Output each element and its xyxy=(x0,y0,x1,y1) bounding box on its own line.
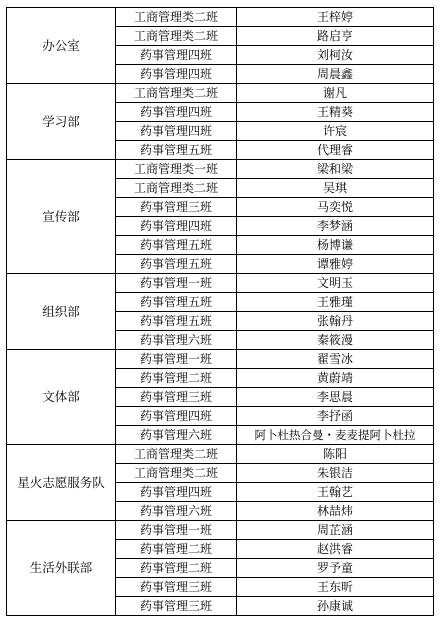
class-cell: 药事管理三班 xyxy=(116,198,237,217)
class-cell: 药事管理四班 xyxy=(116,65,237,84)
class-cell: 工商管理类二班 xyxy=(116,179,237,198)
member-name-cell: 罗予童 xyxy=(237,559,434,578)
class-cell: 药事管理六班 xyxy=(116,502,237,521)
class-cell: 药事管理四班 xyxy=(116,407,237,426)
member-name-cell: 文明玉 xyxy=(237,274,434,293)
class-cell: 药事管理二班 xyxy=(116,540,237,559)
member-name-cell: 王翰艺 xyxy=(237,483,434,502)
member-name-cell: 路启亨 xyxy=(237,27,434,46)
member-name-cell: 谢凡 xyxy=(237,84,434,103)
roster-body xyxy=(7,8,434,616)
class-cell: 药事管理四班 xyxy=(116,217,237,236)
table-row xyxy=(7,8,434,27)
class-cell: 药事管理四班 xyxy=(116,122,237,141)
class-cell: 药事管理五班 xyxy=(116,312,237,331)
member-name-cell: 王雅瑾 xyxy=(237,293,434,312)
member-name-cell: 孙康诚 xyxy=(237,597,434,616)
member-name-cell: 王梓婷 xyxy=(237,8,434,27)
department-name: 组织部 xyxy=(7,274,116,350)
table-row xyxy=(7,521,434,540)
department-roster-table xyxy=(6,7,434,616)
member-name-cell: 李思晨 xyxy=(237,388,434,407)
member-name-cell: 李梦涵 xyxy=(237,217,434,236)
member-name-cell: 王东昕 xyxy=(237,578,434,597)
member-name-cell: 秦筱漫 xyxy=(237,331,434,350)
class-cell: 工商管理类二班 xyxy=(116,84,237,103)
department-name: 星火志愿服务队 xyxy=(7,445,116,521)
class-cell: 药事管理五班 xyxy=(116,236,237,255)
department-name: 办公室 xyxy=(7,8,116,84)
class-cell: 工商管理类二班 xyxy=(116,464,237,483)
member-name-cell: 王精葵 xyxy=(237,103,434,122)
class-cell: 药事管理四班 xyxy=(116,483,237,502)
class-cell: 药事管理六班 xyxy=(116,331,237,350)
member-name-cell: 阿卜杜热合曼・麦麦提阿卜杜拉 xyxy=(237,426,434,445)
table-row xyxy=(7,445,434,464)
member-name-cell: 谭雅婷 xyxy=(237,255,434,274)
class-cell: 工商管理类一班 xyxy=(116,160,237,179)
member-name-cell: 刘柯汝 xyxy=(237,46,434,65)
member-name-cell: 李抒函 xyxy=(237,407,434,426)
member-name-cell: 赵洪睿 xyxy=(237,540,434,559)
member-name-cell: 马奕悦 xyxy=(237,198,434,217)
member-name-cell: 许宸 xyxy=(237,122,434,141)
class-cell: 药事管理六班 xyxy=(116,426,237,445)
department-name: 文体部 xyxy=(7,350,116,445)
class-cell: 工商管理类二班 xyxy=(116,8,237,27)
class-cell: 工商管理类二班 xyxy=(116,27,237,46)
class-cell: 药事管理二班 xyxy=(116,369,237,388)
class-cell: 药事管理一班 xyxy=(116,274,237,293)
class-cell: 药事管理一班 xyxy=(116,350,237,369)
class-cell: 药事管理三班 xyxy=(116,597,237,616)
department-name: 宣传部 xyxy=(7,160,116,274)
class-cell: 药事管理四班 xyxy=(116,103,237,122)
member-name-cell: 吴琪 xyxy=(237,179,434,198)
member-name-cell: 黄蔚靖 xyxy=(237,369,434,388)
table-row xyxy=(7,274,434,293)
member-name-cell: 代理睿 xyxy=(237,141,434,160)
table-row xyxy=(7,350,434,369)
class-cell: 药事管理二班 xyxy=(116,559,237,578)
member-name-cell: 梁和梁 xyxy=(237,160,434,179)
department-name: 生活外联部 xyxy=(7,521,116,616)
member-name-cell: 陈阳 xyxy=(237,445,434,464)
table-row xyxy=(7,160,434,179)
member-name-cell: 张翰丹 xyxy=(237,312,434,331)
member-name-cell: 翟雪冰 xyxy=(237,350,434,369)
member-name-cell: 周芷涵 xyxy=(237,521,434,540)
member-name-cell: 杨博谦 xyxy=(237,236,434,255)
class-cell: 药事管理五班 xyxy=(116,255,237,274)
member-name-cell: 周晨鑫 xyxy=(237,65,434,84)
class-cell: 药事管理五班 xyxy=(116,293,237,312)
member-name-cell: 朱银洁 xyxy=(237,464,434,483)
department-name: 学习部 xyxy=(7,84,116,160)
class-cell: 工商管理类二班 xyxy=(116,445,237,464)
class-cell: 药事管理五班 xyxy=(116,141,237,160)
class-cell: 药事管理四班 xyxy=(116,46,237,65)
class-cell: 药事管理一班 xyxy=(116,521,237,540)
class-cell: 药事管理三班 xyxy=(116,388,237,407)
class-cell: 药事管理三班 xyxy=(116,578,237,597)
table-row xyxy=(7,84,434,103)
member-name-cell: 林喆炜 xyxy=(237,502,434,521)
